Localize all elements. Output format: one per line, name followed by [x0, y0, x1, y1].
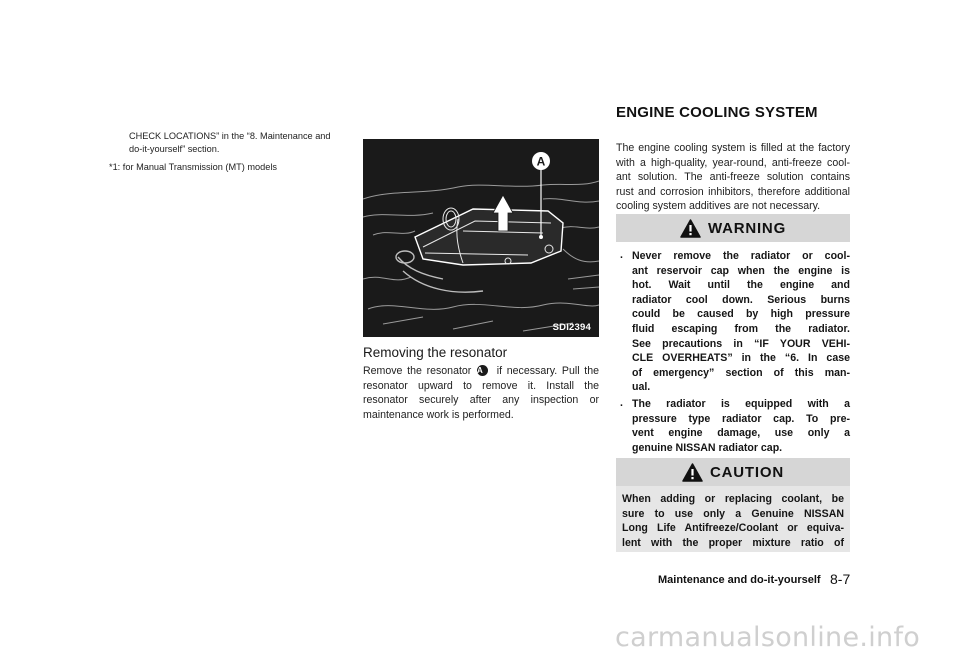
resonator-text-line-2: resonator upward to remove it. Install the	[363, 379, 599, 392]
figure-id: SDI2394	[552, 322, 591, 333]
engine-bay-illustration	[363, 139, 599, 337]
warning-item-2-line: vent engine damage, use only a	[632, 427, 850, 440]
warning-item-1-line: fluid escaping from the radiator.	[632, 322, 850, 335]
resonator-text-end: if necessary. Pull the	[496, 365, 599, 377]
section-title: ENGINE COOLING SYSTEM	[616, 104, 818, 121]
resonator-text-line-4: maintenance work is performed.	[363, 408, 514, 421]
resonator-text-line-3: resonator securely after any inspection or	[363, 394, 599, 406]
footnote-mt-models: *1: for Manual Transmission (MT) models	[109, 162, 277, 172]
warning-item-1-line: ant reservoir cap when the engine is	[632, 264, 850, 277]
caution-line: When adding or replacing coolant, be	[622, 493, 844, 505]
warning-item-2-line: The radiator is equipped with a	[632, 398, 850, 410]
page-number: 8-7	[830, 571, 851, 587]
watermark: carmanualsonline.info	[615, 622, 921, 653]
resonator-figure	[363, 139, 599, 337]
warning-triangle-icon	[680, 219, 701, 238]
warning-label: WARNING	[707, 219, 787, 237]
warning-item-1-line: of emergency” section of this man-	[632, 366, 850, 379]
caution-triangle-icon	[682, 463, 703, 482]
warning-item-2-line: genuine NISSAN radiator cap.	[632, 441, 783, 454]
warning-item-1-line: See precautions in “IF YOUR VEHI-	[632, 337, 850, 350]
warning-item-2-line: pressure type radiator cap. To pre-	[632, 412, 850, 425]
continued-text-line-1: CHECK LOCATIONS” in the “8. Maintenance and	[129, 131, 331, 141]
warning-item-2	[632, 397, 850, 455]
caution-line: sure to use only a Genuine NISSAN	[622, 507, 844, 520]
caution-body	[616, 486, 850, 550]
warning-banner	[616, 214, 850, 242]
caution-line: Long Life Antifreeze/Coolant or equiva-	[622, 522, 844, 535]
warning-item-1-line: could be caused by high pressure	[632, 308, 850, 321]
warning-item-1-line: ual.	[632, 381, 651, 394]
resonator-heading: Removing the resonator	[363, 345, 508, 360]
warning-item-1-line: radiator cool down. Serious burns	[632, 293, 850, 306]
callout-a-inline: A	[477, 365, 488, 376]
caution-box	[616, 458, 850, 552]
cooling-intro-line-5: cooling system additives are not necessary.	[616, 200, 821, 212]
continued-text-line-2: do-it-yourself” section.	[129, 144, 220, 154]
warning-bullet-2: .	[620, 397, 623, 409]
warning-bullet-1: .	[620, 249, 623, 261]
caution-label: CAUTION	[710, 463, 784, 481]
cooling-intro-line-4: rust and corrosion inhibitors, therefore additional	[616, 185, 850, 198]
warning-item-1-line: hot. Wait until the engine and	[632, 279, 850, 292]
callout-a-label: A	[536, 154, 546, 169]
cooling-intro-line-2: with a high-quality, year-round, anti-freeze cool-	[616, 156, 850, 169]
warning-item-1-line: CLE OVERHEATS” in the “6. In case	[632, 352, 850, 365]
cooling-intro-line-3: ant solution. The anti-freeze solution contains	[616, 171, 850, 183]
resonator-text-start: Remove the resonator	[363, 365, 472, 377]
warning-item-1-line: Never remove the radiator or cool-	[632, 250, 850, 262]
cooling-intro-line-1: The engine cooling system is filled at the factory	[616, 142, 850, 154]
warning-item-1	[632, 249, 850, 395]
footer-section-label: Maintenance and do-it-yourself	[658, 574, 821, 586]
caution-banner	[616, 458, 850, 486]
caution-line: lent with the proper mixture ratio of	[622, 536, 844, 549]
resonator-text-line-1	[363, 364, 599, 379]
